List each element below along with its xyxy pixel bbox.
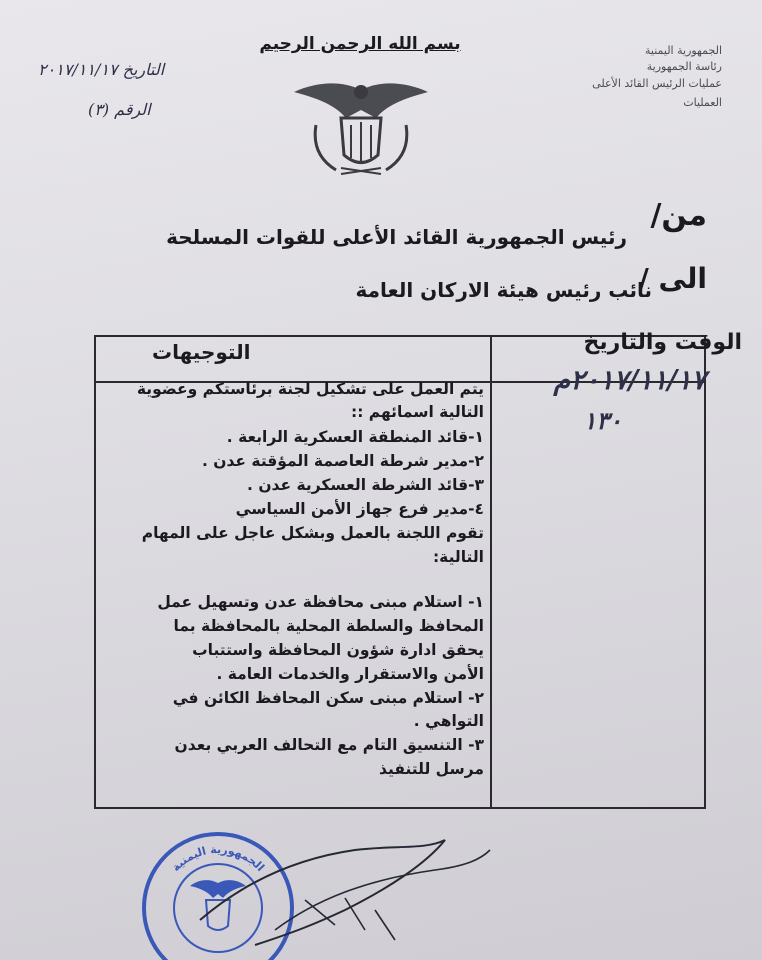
to-value: نائب رئيس هيئة الاركان العامة [355,278,652,302]
to-label: الى / [638,262,707,295]
directive-line: المحافظ والسلطة المحلية بالمحافظة بما [173,617,484,635]
heading-line-3: عمليات الرئيس القائد الأعلى [592,77,722,90]
directive-line: ٤-مدير فرع جهاز الأمن السياسي [235,500,484,518]
directive-line: ٣- التنسيق التام مع التحالف العربي بعدن [174,736,484,754]
directive-line: تقوم اللجنة بالعمل وبشكل عاجل على المهام [141,524,484,542]
directive-line: ١- استلام مبنى محافظة عدن وتسهيل عمل [157,593,484,611]
directive-time: ١٣٠ [583,406,622,435]
directive-line: التواهي . [413,712,484,730]
directive-line: ٢- استلام مبنى سكن المحافظ الكائن في [172,689,484,707]
directive-line: مرسل للتنفيذ [379,760,484,778]
basmala: بسم الله الرحمن الرحيم [259,34,461,54]
directive-line: يحقق ادارة شؤون المحافظة واستتباب [192,641,484,659]
directives-column-header: التوجيهات [152,340,251,364]
from-value: رئيس الجمهورية القائد الأعلى للقوات المسلحة [166,225,627,249]
directive-line: ١-قائد المنطقة العسكرية الرابعة . [226,428,484,446]
time-date-column-header: الوقت والتاريخ [583,330,742,355]
heading-line-2: رئاسة الجمهورية [646,60,722,73]
eagle-emblem-icon [286,70,436,180]
table-column-divider [490,337,492,807]
directive-line: التالية: [432,548,484,566]
from-label: من/ [650,198,707,233]
document-number: الرقم (٣) [88,100,151,119]
signature [195,820,495,960]
directive-line: التالية اسمائهم :: [351,403,484,421]
heading-line-4: العمليات [683,96,722,109]
directive-line: ٢-مدير شرطة العاصمة المؤقتة عدن . [201,452,484,470]
directive-line: ٣-قائد الشرطة العسكرية عدن . [247,476,484,494]
directive-line: يتم العمل على تشكيل لجنة برئاستكم وعضوية [136,380,484,398]
directive-line: الأمن والاستقرار والخدمات العامة . [216,665,484,683]
stamp-text: الجمهورية اليمنية [169,842,267,874]
heading-line-1: الجمهورية اليمنية [644,44,722,57]
directive-date: ٢٠١٧/١١/١٧م [553,365,706,396]
document-date: التاريخ ٢٠١٧/١١/١٧ [38,60,165,79]
